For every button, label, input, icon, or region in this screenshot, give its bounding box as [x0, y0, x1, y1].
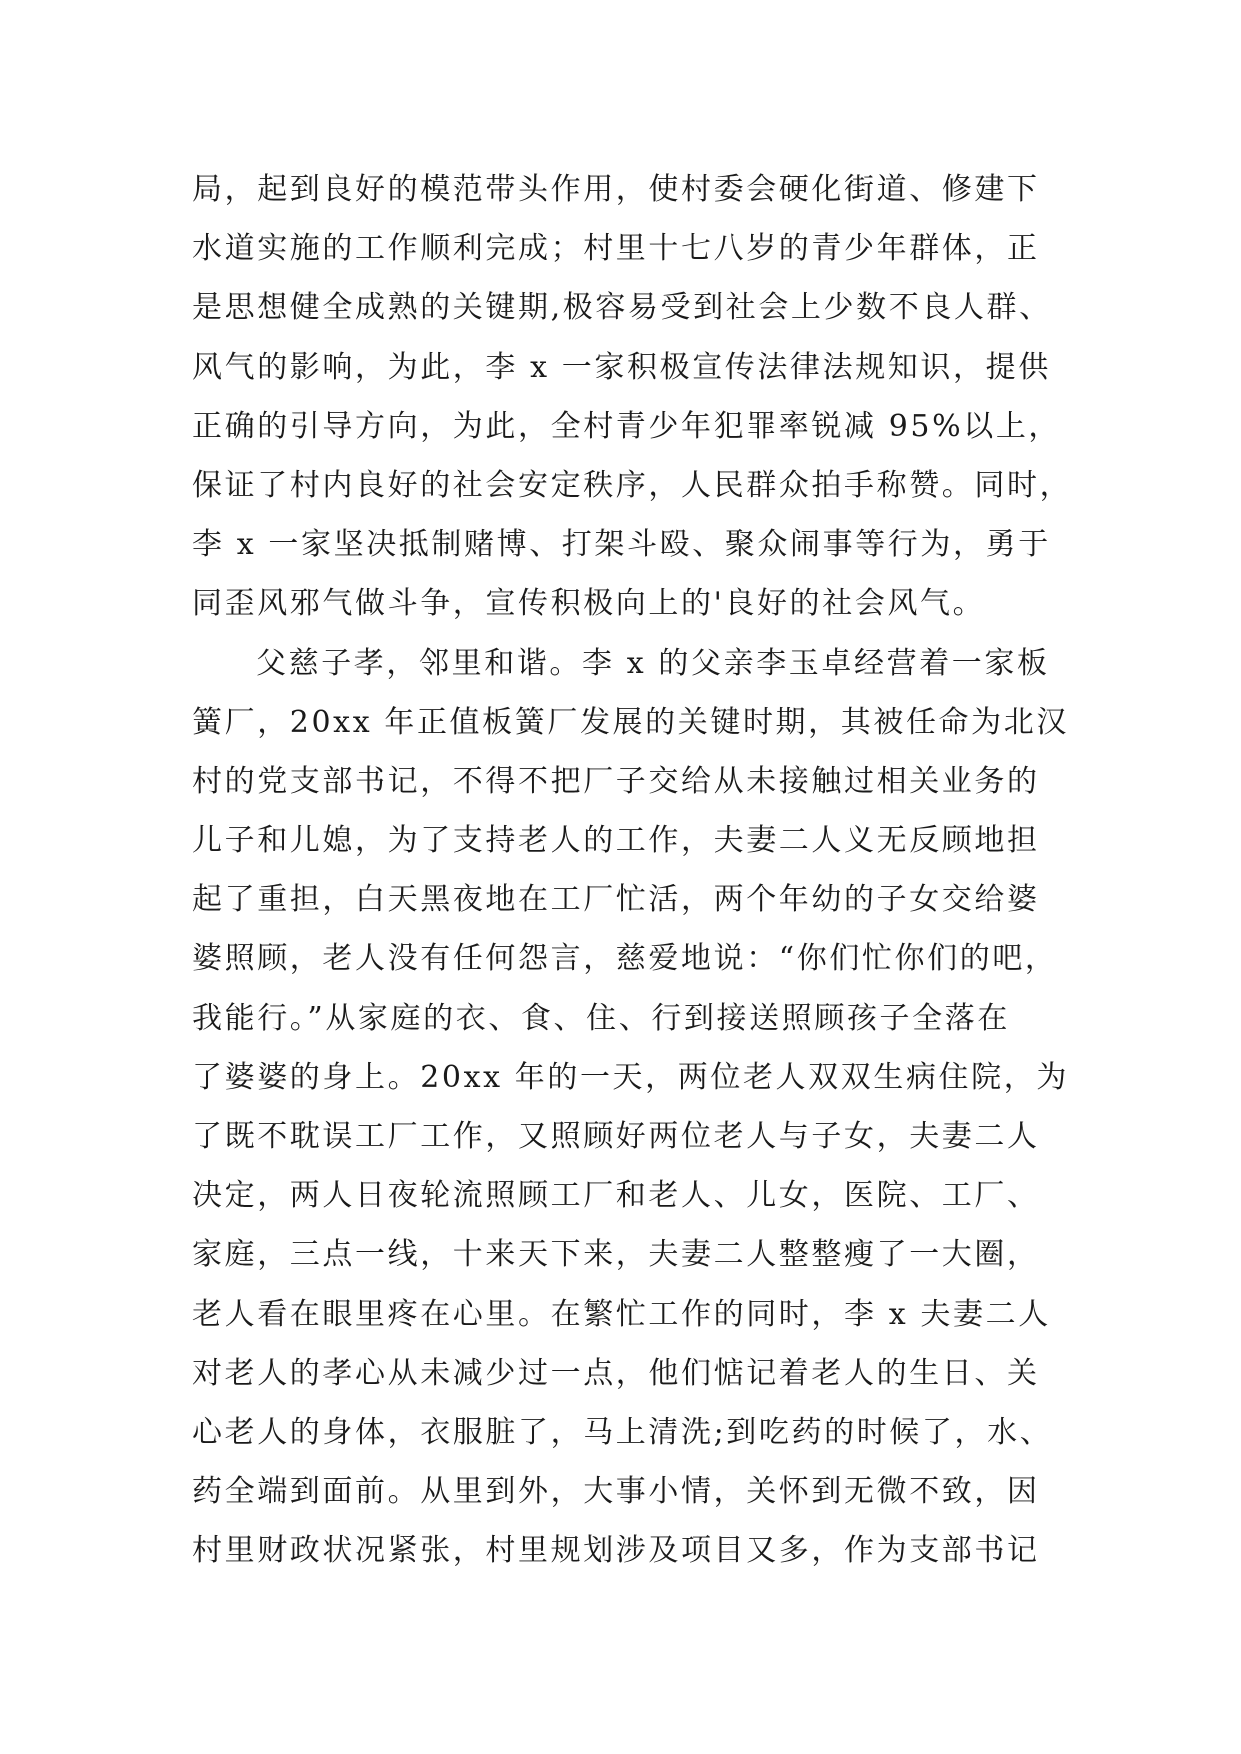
text-line: 风气的影响，为此，李 x 一家积极宣传法律法规知识，提供: [192, 349, 1051, 385]
text-line: 婆照顾，老人没有任何怨言，慈爱地说：“你们忙你们的吧，: [192, 941, 1058, 977]
paragraph-start-line: 父慈子孝，邻里和谐。李 x 的父亲李玉卓经营着一家板: [256, 645, 1050, 681]
text-line: 起了重担，白天黑夜地在工厂忙活，两个年幼的子女交给婆: [192, 882, 1040, 918]
text-line: 簧厂，20xx 年正值板簧厂发展的关键时期，其被任命为北汉: [192, 704, 1069, 740]
text-line: 我能行。”从家庭的衣、食、住、行到接送照顾孩子全落在: [192, 1000, 1010, 1036]
text-line: 决定，两人日夜轮流照顾工厂和老人、儿女，医院、工厂、: [192, 1178, 1040, 1214]
text-line: 水道实施的工作顺利完成；村里十七八岁的青少年群体，正: [192, 231, 1040, 267]
text-line: 药全端到面前。从里到外，大事小情，关怀到无微不致，因: [192, 1474, 1040, 1510]
text-line: 村的党支部书记，不得不把厂子交给从未接触过相关业务的: [192, 763, 1040, 799]
text-line: 局，起到良好的模范带头作用，使村委会硬化街道、修建下: [192, 172, 1040, 207]
text-line: 村里财政状况紧张，村里规划涉及项目又多，作为支部书记: [192, 1533, 1040, 1569]
text-line: 李 x 一家坚决抵制赌博、打架斗殴、聚众闹事等行为，勇于: [192, 527, 1051, 563]
text-line: 同歪风邪气做斗争，宣传积极向上的'良好的社会风气。: [192, 586, 986, 622]
text-line: 正确的引导方向，为此，全村青少年犯罪率锐减 95%以上，: [192, 408, 1062, 444]
text-line: 儿子和儿媳，为了支持老人的工作，夫妻二人义无反顾地担: [192, 823, 1040, 859]
text-line: 了既不耽误工厂工作，又照顾好两位老人与子女，夫妻二人: [192, 1119, 1040, 1154]
text-line: 对老人的孝心从未减少过一点，他们惦记着老人的生日、关: [192, 1355, 1040, 1391]
text-line: 家庭，三点一线，十来天下来，夫妻二人整整瘦了一大圈，: [192, 1237, 1040, 1273]
text-line: 老人看在眼里疼在心里。在繁忙工作的同时，李 x 夫妻二人: [192, 1296, 1051, 1332]
text-line: 心老人的身体，衣服脏了，马上清洗;到吃药的时候了，水、: [192, 1414, 1053, 1450]
text-line: 保证了村内良好的社会安定秩序，人民群众拍手称赞。同时，: [192, 467, 1073, 503]
text-line: 了婆婆的身上。20xx 年的一天，两位老人双双生病住院，为: [192, 1059, 1069, 1095]
text-line: 是思想健全成熟的关键期,极容易受到社会上少数不良人群、: [192, 290, 1052, 326]
body-text: [192, 160, 1092, 1581]
